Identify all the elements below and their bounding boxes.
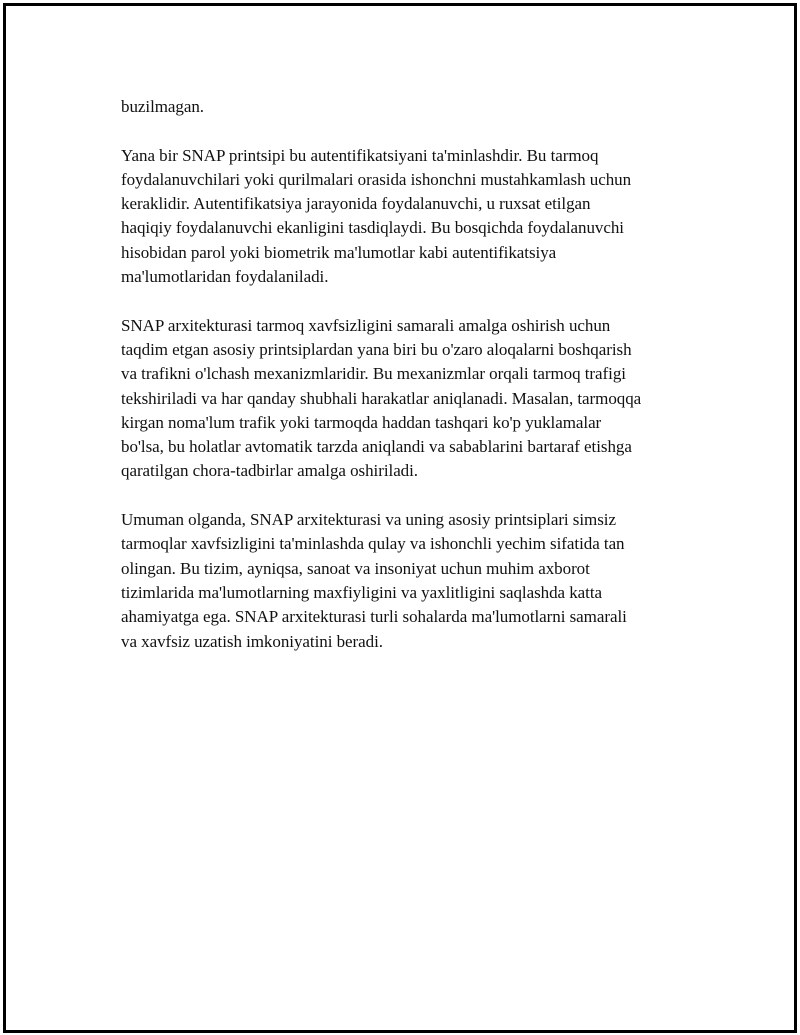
text-line: bo'lsa, bu holatlar avtomatik tarzda aniqlandi va sabablarini bartaraf etishga bbox=[121, 437, 632, 457]
text-line: ahamiyatga ega. SNAP arxitekturasi turli sohalarda ma'lumotlarni samarali bbox=[121, 607, 627, 627]
text-line: qaratilgan chora-tadbirlar amalga oshiriladi. bbox=[121, 461, 419, 481]
text-line: kirgan noma'lum trafik yoki tarmoqda haddan tashqari ko'p yuklamalar bbox=[121, 412, 602, 432]
text-line: haqiqiy foydalanuvchi ekanligini tasdiqlaydi. Bu bosqichda foydalanuvchi bbox=[121, 218, 624, 238]
text-line: olingan. Bu tizim, ayniqsa, sanoat va insoniyat uchun muhim axborot bbox=[121, 558, 590, 578]
paragraph-4 bbox=[121, 508, 696, 654]
paragraph-3 bbox=[121, 314, 696, 484]
text-line: va xavfsiz uzatish imkoniyatini beradi. bbox=[121, 631, 383, 651]
text-line: va trafikni o'lchash mexanizmlaridir. Bu mexanizmlar orqali tarmoq trafigi bbox=[121, 364, 626, 384]
text-line: SNAP arxitekturasi tarmoq xavfsizligini samarali amalga oshirish uchun bbox=[121, 315, 611, 335]
text-line: buzilmagan. bbox=[121, 97, 205, 116]
text-line: foydalanuvchilari yoki qurilmalari orasida ishonchni mustahkamlash uchun bbox=[121, 169, 632, 189]
paragraph-2 bbox=[121, 144, 696, 290]
text-line: ma'lumotlaridan foydalaniladi. bbox=[121, 267, 329, 287]
text-line: Yana bir SNAP printsipi bu autentifikatsiyani ta'minlashdir. Bu tarmoq bbox=[121, 145, 599, 165]
text-line: keraklidir. Autentifikatsiya jarayonida foydalanuvchi, u ruxsat etilgan bbox=[121, 194, 591, 214]
document-body bbox=[121, 95, 696, 678]
text-line: tizimlarida ma'lumotlarning maxfiyligini va yaxlitligini saqlashda katta bbox=[121, 582, 603, 602]
text-line: tarmoqlar xavfsizligini ta'minlashda qulay va ishonchli yechim sifatida tan bbox=[121, 534, 625, 554]
text-line: tekshiriladi va har qanday shubhali harakatlar aniqlanadi. Masalan, tarmoqqa bbox=[121, 388, 642, 408]
paragraph-1 bbox=[121, 95, 696, 119]
text-line: Umuman olganda, SNAP arxitekturasi va uning asosiy printsiplari simsiz bbox=[121, 510, 616, 530]
text-line: hisobidan parol yoki biometrik ma'lumotlar kabi autentifikatsiya bbox=[121, 242, 557, 262]
document-page bbox=[3, 3, 797, 1033]
text-line: taqdim etgan asosiy printsiplardan yana biri bu o'zaro aloqalarni boshqarish bbox=[121, 339, 632, 359]
